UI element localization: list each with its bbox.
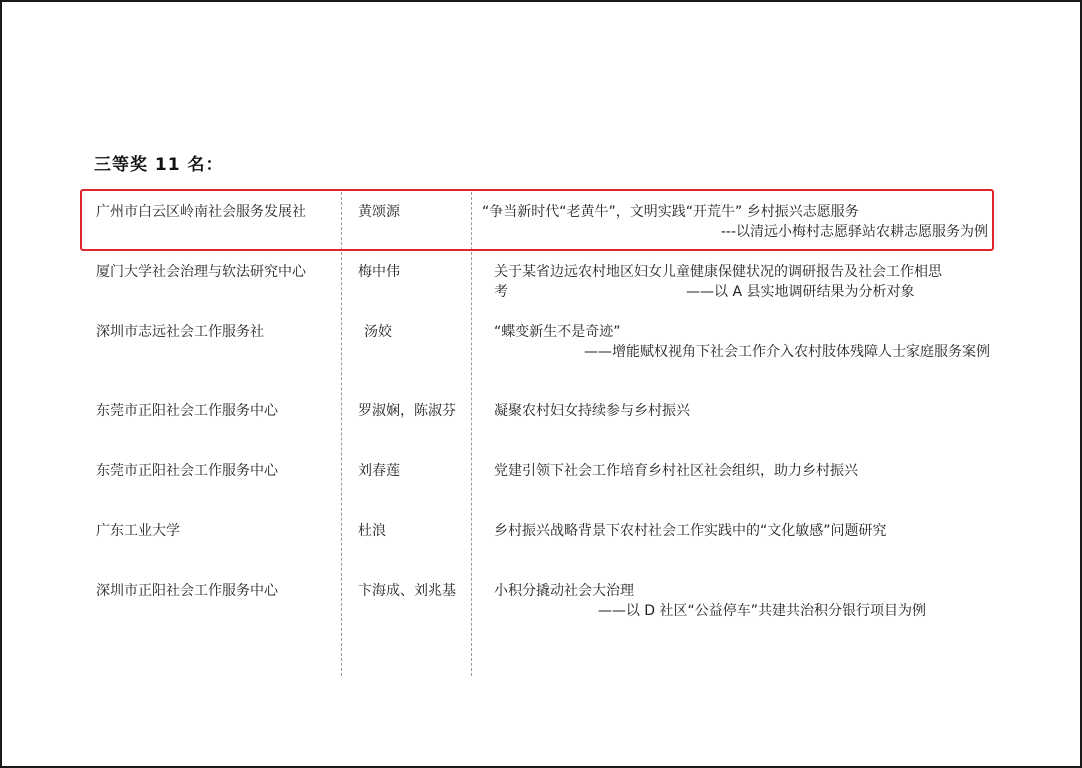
row-2-title-cont: 考 — [494, 284, 508, 300]
row-7-author: 卞海成、刘兆基 — [358, 583, 456, 599]
row-4-organization: 东莞市正阳社会工作服务中心 — [96, 403, 278, 419]
row-1-title-main: “争当新时代“老黄牛”，文明实践“开荒牛” 乡村振兴志愿服务 — [482, 204, 859, 220]
row-6-author: 杜浪 — [358, 523, 386, 539]
row-6-organization: 广东工业大学 — [96, 523, 180, 539]
row-2-title-sub: ——以 A 县实地调研结果为分析对象 — [686, 284, 915, 300]
row-1-author: 黄颂源 — [358, 204, 400, 220]
row-4-author: 罗淑娴，陈淑芬 — [358, 403, 456, 419]
row-7-title — [494, 581, 934, 621]
row-1-organization: 广州市白云区岭南社会服务发展社 — [96, 204, 306, 220]
row-3-title-sub: ——增能赋权视角下社会工作介入农村肢体残障人士家庭服务案例 — [584, 344, 990, 360]
row-4-title: 凝聚农村妇女持续参与乡村振兴 — [494, 403, 690, 419]
row-5-title: 党建引领下社会工作培育乡村社区社会组织，助力乡村振兴 — [494, 463, 858, 479]
row-3-author: 汤姣 — [364, 324, 392, 340]
row-1-title-sub: ---以清远小梅村志愿驿站农耕志愿服务为例 — [720, 224, 988, 240]
row-3-title-main: “蝶变新生不是奇迹” — [494, 324, 621, 340]
row-7-organization: 深圳市正阳社会工作服务中心 — [96, 583, 278, 599]
row-1-title — [482, 202, 992, 242]
row-5-author: 刘春莲 — [358, 463, 400, 479]
row-3-organization: 深圳市志远社会工作服务社 — [96, 324, 264, 340]
award-heading: 三等奖 11 名： — [94, 155, 224, 175]
row-2-title — [494, 262, 994, 302]
column-divider-2 — [471, 192, 472, 676]
row-5-organization: 东莞市正阳社会工作服务中心 — [96, 463, 278, 479]
row-2-organization: 厦门大学社会治理与软法研究中心 — [96, 264, 306, 280]
row-7-title-sub: ——以 D 社区“公益停车”共建共治积分银行项目为例 — [597, 603, 926, 619]
row-3-title — [494, 322, 994, 362]
row-7-title-main: 小积分撬动社会大治理 — [494, 583, 634, 599]
column-divider-1 — [341, 192, 342, 676]
row-2-author: 梅中伟 — [358, 264, 400, 280]
row-6-title: 乡村振兴战略背景下农村社会工作实践中的“文化敏感”问题研究 — [494, 523, 887, 539]
row-2-title-main: 关于某省边远农村地区妇女儿童健康保健状况的调研报告及社会工作相思 — [494, 264, 942, 280]
